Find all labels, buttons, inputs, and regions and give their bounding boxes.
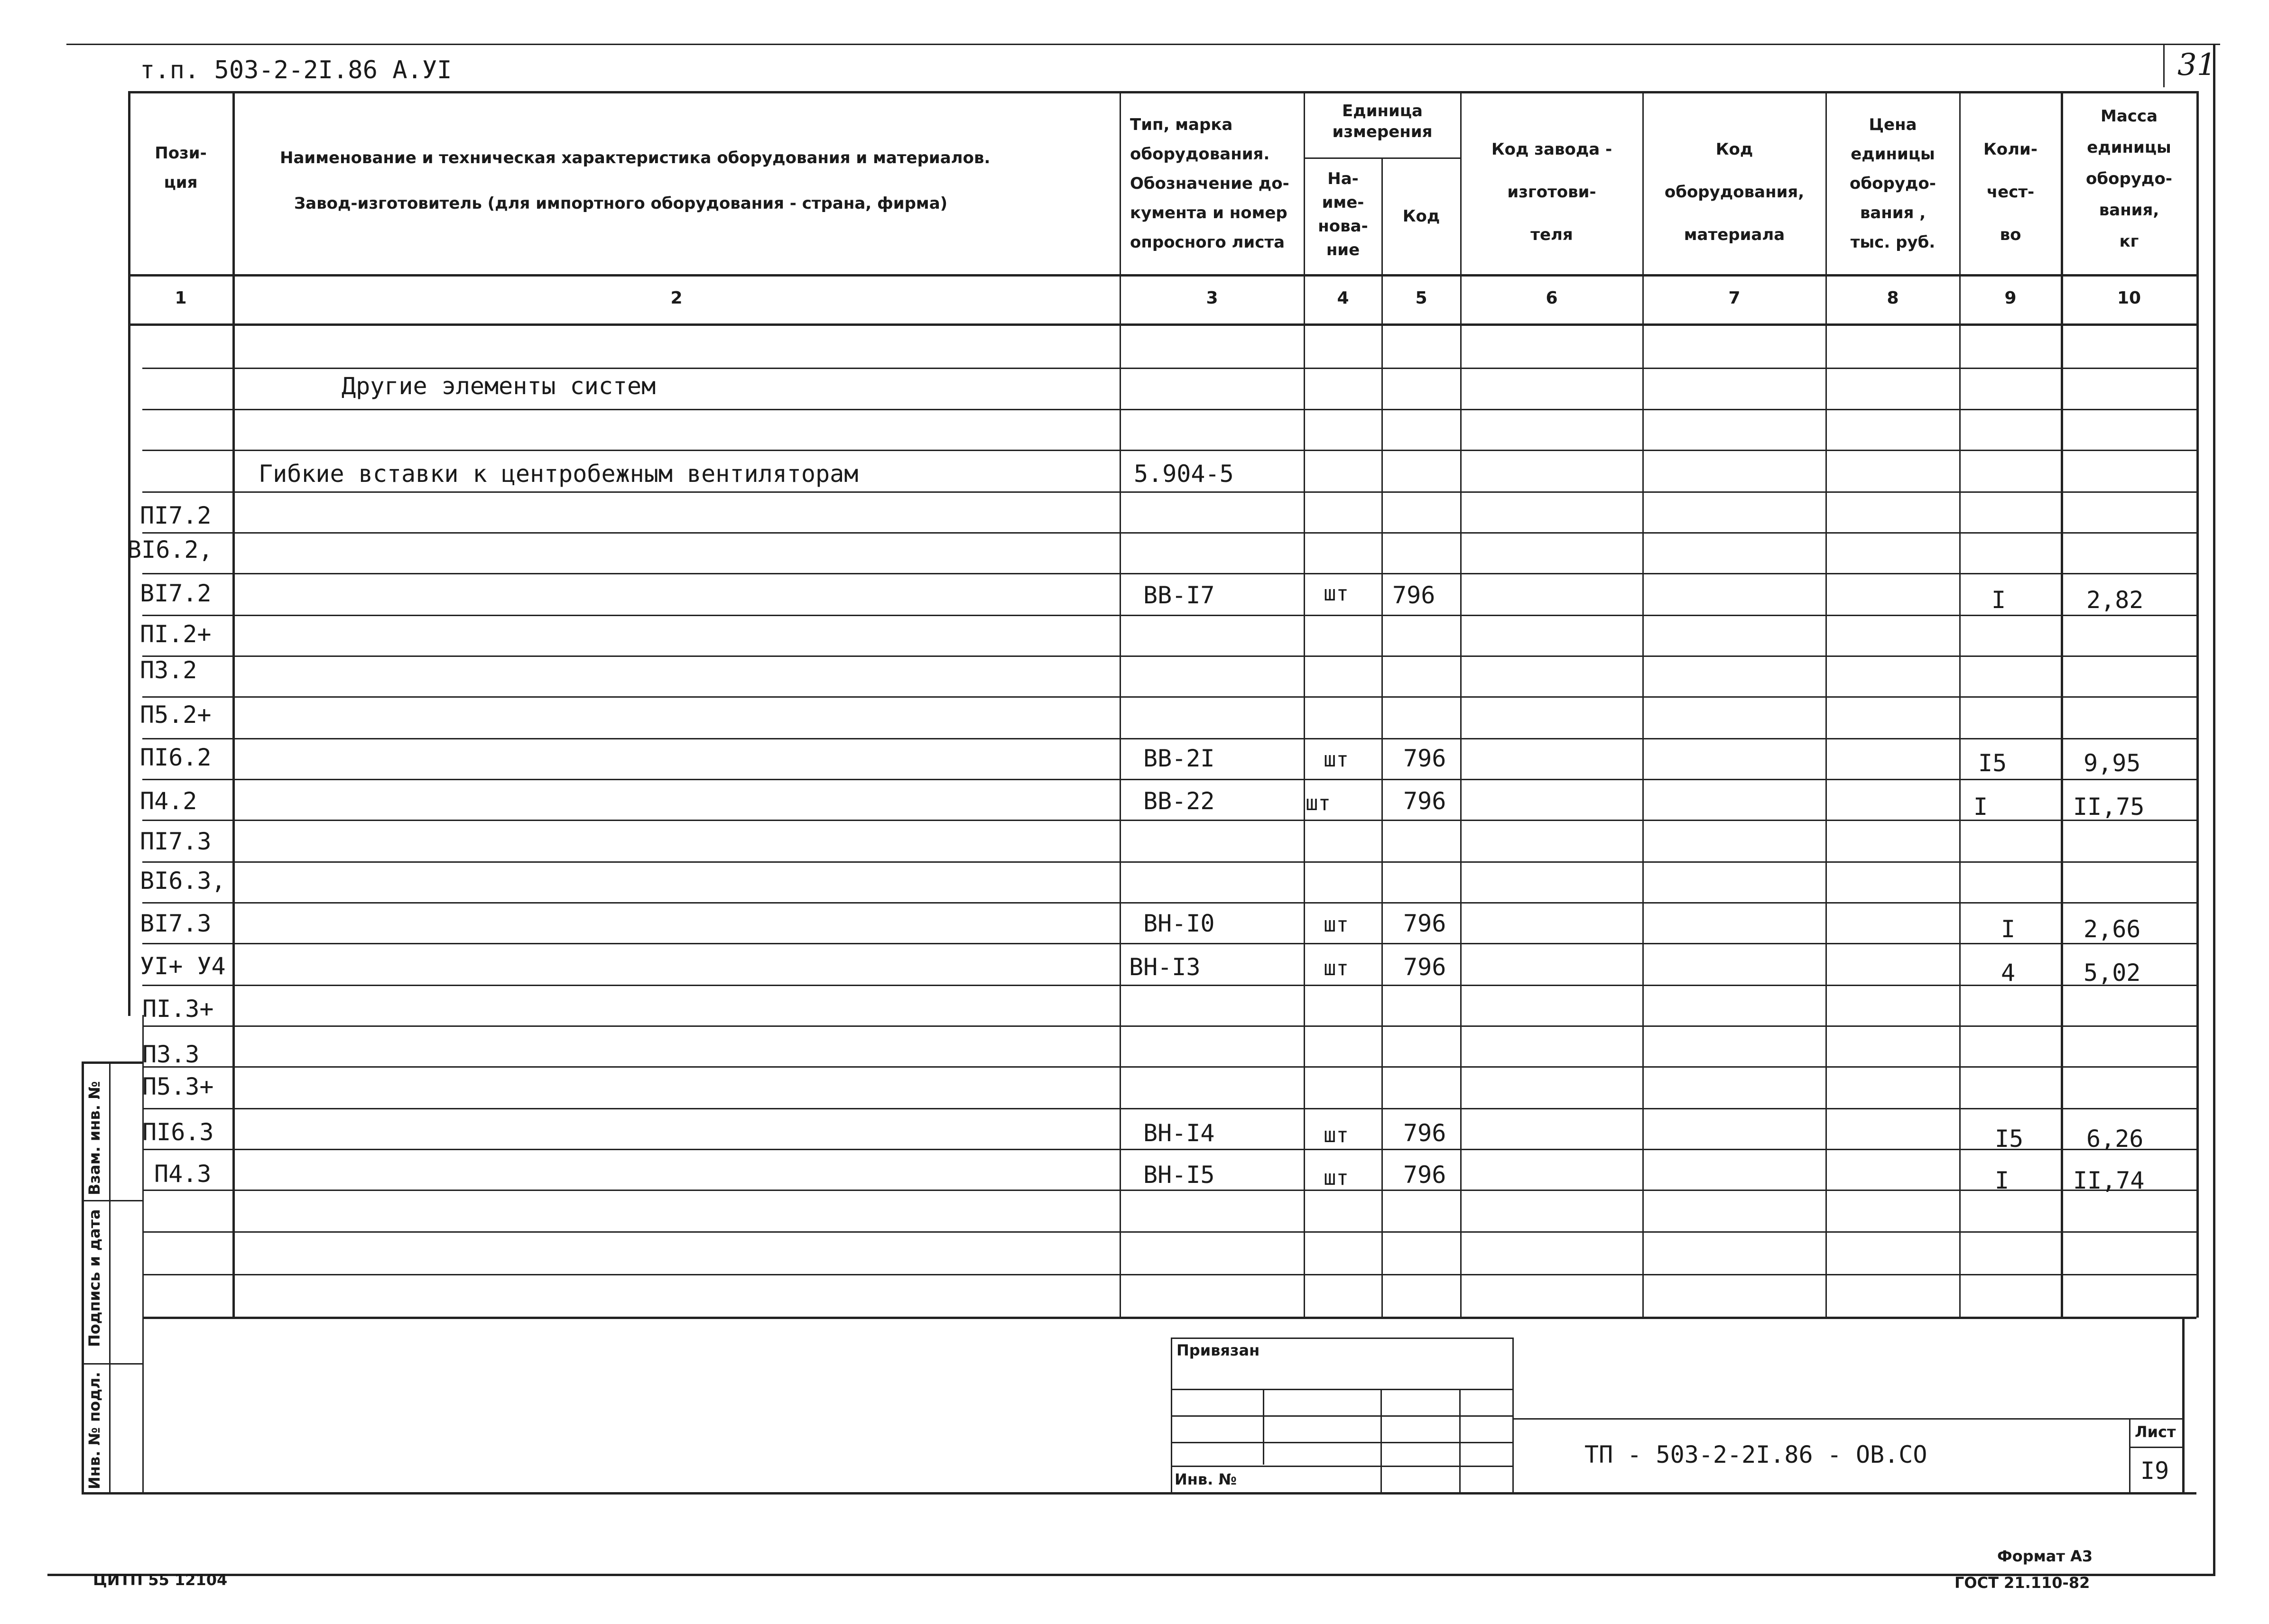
qty-cell: I5 [1995, 1125, 2024, 1153]
type-cell: ВВ-2I [1143, 745, 1215, 772]
header-type: Тип, марка [1130, 115, 1233, 134]
type-cell: ВВ-22 [1143, 787, 1215, 815]
type-cell: ВН-I4 [1143, 1119, 1215, 1147]
position-cell: ПI6.2 [140, 744, 212, 771]
col-number: 6 [1546, 288, 1558, 308]
signature-date-label: Подпись и дата [85, 1209, 103, 1347]
citp-code: ЦИТП 55 12104 [93, 1571, 228, 1589]
type-cell: ВН-I5 [1143, 1161, 1215, 1189]
sheet-mark: 31 [2177, 47, 2216, 83]
col-number: 3 [1206, 288, 1218, 308]
header-unit-name: На- [1327, 169, 1359, 188]
position-cell: П5.2+ [140, 701, 212, 729]
code-cell: 796 [1392, 581, 1435, 609]
position-cell: УI+ У4 [140, 952, 226, 980]
position-cell: П3.3 [142, 1041, 200, 1068]
unit-cell: шт [1324, 1166, 1349, 1190]
mass-cell: 6,26 [2086, 1125, 2144, 1153]
position-cell: П3.2 [140, 656, 197, 684]
group-title: Гибкие вставки к центробежным вентиляторам [259, 460, 859, 488]
sheet-label: Лист [2135, 1423, 2176, 1441]
col-number: 10 [2117, 288, 2141, 308]
position-cell: ВI6.2, [127, 536, 213, 563]
code-cell: 796 [1403, 745, 1446, 772]
qty-cell: I [1991, 586, 2006, 614]
group-doc: 5.904-5 [1134, 460, 1234, 488]
unit-cell: шт [1324, 956, 1349, 980]
qty-cell: I5 [1978, 749, 2007, 777]
gost-reference: ГОСТ 21.110-82 [1954, 1574, 2090, 1592]
unit-cell: шт [1324, 1123, 1349, 1147]
header-position: Пози- [155, 144, 207, 163]
position-cell: ВI6.3, [140, 867, 226, 895]
original-inventory-label: Инв. № подл. [85, 1372, 103, 1489]
col-number: 4 [1337, 288, 1349, 308]
col-number: 2 [670, 288, 683, 308]
qty-cell: I [2001, 915, 2016, 943]
header-equipment-code: Код [1715, 140, 1753, 159]
code-cell: 796 [1403, 1161, 1446, 1189]
position-cell: П4.3 [154, 1160, 212, 1188]
mass-cell: II,75 [2073, 793, 2145, 821]
position-cell: ПI.3+ [142, 995, 214, 1023]
unit-cell: шт [1306, 791, 1331, 815]
position-cell: ПI.2+ [140, 620, 212, 648]
mass-cell: 2,66 [2084, 915, 2141, 943]
replaced-inventory-label: Взам. инв. № [85, 1081, 103, 1195]
inv-no-label: Инв. № [1175, 1470, 1237, 1488]
code-cell: 796 [1403, 910, 1446, 937]
position-cell: П4.2 [140, 787, 197, 815]
code-cell: 796 [1403, 787, 1446, 815]
unit-cell: шт [1324, 747, 1349, 772]
header-quantity: Коли- [1983, 140, 2037, 159]
unit-cell: шт [1324, 913, 1349, 937]
header-name: Наименование и техническая характеристика оборудования и материалов. [280, 148, 991, 167]
position-cell: П5.3+ [142, 1073, 214, 1100]
section-title: Другие элементы систем [342, 372, 656, 400]
unit-cell: шт [1324, 581, 1349, 606]
sheet-number: I9 [2140, 1457, 2169, 1485]
col-number: 7 [1728, 288, 1741, 308]
mass-cell: 9,95 [2084, 749, 2141, 777]
qty-cell: 4 [2001, 959, 2016, 987]
header-price: Цена [1869, 115, 1917, 134]
mass-cell: 5,02 [2084, 959, 2141, 987]
code-cell: 796 [1403, 1119, 1446, 1147]
col-number: 5 [1415, 288, 1427, 308]
mass-cell: 2,82 [2086, 586, 2144, 614]
header-plant-code: Код завода - [1491, 140, 1612, 159]
document-code: ТП - 503-2-2I.86 - ОВ.СО [1584, 1441, 1927, 1468]
code-cell: 796 [1403, 953, 1446, 981]
paper-format: Формат А3 [1997, 1547, 2093, 1565]
col-number: 9 [2004, 288, 2017, 308]
header-unit-code: Код [1402, 207, 1440, 226]
position-cell: ВI7.3 [140, 910, 212, 937]
position-cell: ВI7.2 [140, 580, 212, 607]
mass-cell: II,74 [2073, 1167, 2145, 1194]
position-cell: ПI7.2 [140, 502, 212, 529]
qty-cell: I [1995, 1167, 2010, 1194]
col-number: 8 [1887, 288, 1899, 308]
header-mass: Масса [2100, 107, 2158, 126]
type-cell: ВН-I3 [1129, 953, 1201, 981]
header-unit: Единица [1342, 102, 1423, 120]
col-number: 1 [175, 288, 187, 308]
qty-cell: I [1973, 793, 1988, 821]
drawing-designation: т.п. 503-2-2I.86 А.УI [140, 56, 452, 84]
position-cell: ПI7.3 [140, 828, 212, 855]
type-cell: ВВ-I7 [1143, 581, 1215, 609]
type-cell: ВН-I0 [1143, 910, 1215, 937]
privyazan-label: Привязан [1176, 1341, 1260, 1359]
position-cell: ПI6.3 [142, 1118, 214, 1146]
